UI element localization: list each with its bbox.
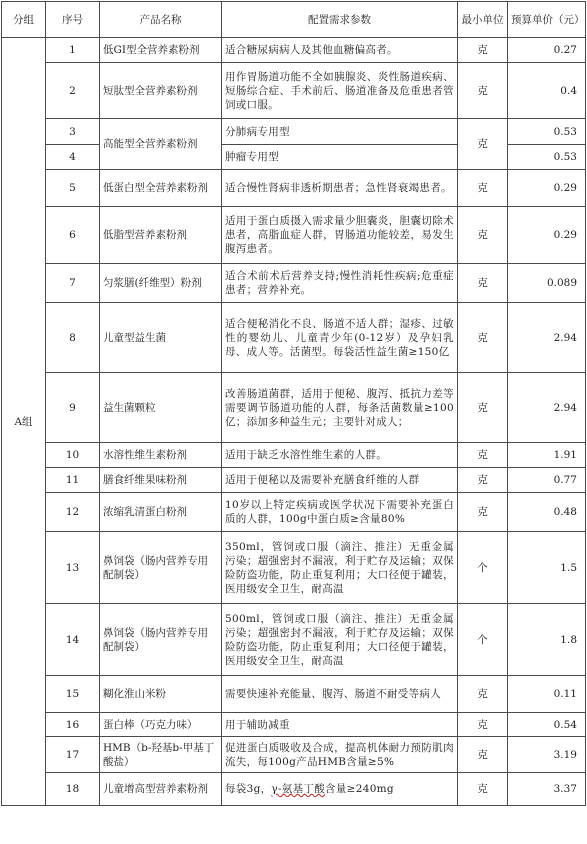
row-unit: 克 — [458, 38, 508, 63]
row-spec: 需要快速补充能量、腹泻、肠道不耐受等病人 — [222, 676, 458, 713]
row-name: 浓缩乳清蛋白粉剂 — [100, 493, 222, 532]
row-spec: 促进蛋白质吸收及合成，提高机体耐力预防肌肉流失，每100g产品HMB含量≥5% — [222, 737, 458, 773]
table-row — [2, 170, 586, 207]
row-unit: 克 — [458, 63, 508, 119]
table-row — [2, 207, 586, 264]
table-row — [2, 676, 586, 713]
header-price: 预算单价（元） — [508, 2, 586, 38]
row-unit: 个 — [458, 604, 508, 676]
row-price: 0.29 — [508, 207, 586, 264]
row-price: 3.19 — [508, 737, 586, 773]
row-unit: 克 — [458, 119, 508, 170]
row-price: 0.48 — [508, 493, 586, 532]
row-name: 低脂型营养素粉剂 — [100, 207, 222, 264]
row-spec: 适合便秘消化不良、肠道不适人群；湿疹、过敏性的婴幼儿、儿童青少年(0-12岁）及孕妇乳母、成人等。活菌型。每袋活性益生菌≥150亿 — [222, 303, 458, 373]
row-no: 1 — [46, 38, 100, 63]
row-spec: 350ml，管饲或口服（滴注、推注）无重金属污染；超强密封不漏液，利于贮存及运输；双保险防盗功能，防止重复利用；大口径便于罐装，医用级安全卫生，耐高温 — [222, 532, 458, 604]
row-name: 儿童增高型营养素粉剂 — [100, 773, 222, 806]
table-row — [2, 264, 586, 303]
table-row — [2, 493, 586, 532]
row-spec: 用作胃肠道功能不全如胰腺炎、炎性肠道疾病、短肠综合症、手术前后、肠道准备及危重患者管饲或口服。 — [222, 63, 458, 119]
row-unit: 个 — [458, 532, 508, 604]
row-no: 17 — [46, 737, 100, 773]
row-price: 1.91 — [508, 443, 586, 468]
row-price: 2.94 — [508, 303, 586, 373]
table-row — [2, 119, 586, 145]
row-no: 3 — [46, 119, 100, 145]
row-price: 0.53 — [508, 119, 586, 145]
row-spec: 适合糖尿病病人及其他血糖偏高者。 — [222, 38, 458, 63]
row-no: 18 — [46, 773, 100, 806]
row-no: 13 — [46, 532, 100, 604]
row-unit: 克 — [458, 443, 508, 468]
row-name: HMB（b-羟基b-甲基丁酸盐） — [100, 737, 222, 773]
row-price: 0.089 — [508, 264, 586, 303]
row-spec: 适合术前术后营养支持;慢性消耗性疾病;危重症患者；营养补充。 — [222, 264, 458, 303]
row-name: 匀浆膳(纤维型）粉剂 — [100, 264, 222, 303]
row-price: 1.8 — [508, 604, 586, 676]
row-price: 0.4 — [508, 63, 586, 119]
spec-text-post: 含量≥240mg — [325, 783, 394, 795]
row-name: 鼻饲袋（肠内营养专用配制袋） — [100, 532, 222, 604]
row-no: 14 — [46, 604, 100, 676]
table-row — [2, 468, 586, 493]
row-unit: 克 — [458, 468, 508, 493]
row-unit: 克 — [458, 493, 508, 532]
row-unit: 克 — [458, 373, 508, 443]
table-row — [2, 443, 586, 468]
row-price: 0.29 — [508, 170, 586, 207]
row-name: 鼻饲袋（肠内营养专用配制袋） — [100, 604, 222, 676]
row-price: 0.27 — [508, 38, 586, 63]
table-row — [2, 604, 586, 676]
spec-text-underlined: γ-氨基丁酸 — [271, 783, 326, 795]
row-name: 膳食纤维果味粉剂 — [100, 468, 222, 493]
row-name: 高能型全营养素粉剂 — [100, 119, 222, 170]
table-row — [2, 373, 586, 443]
header-spec: 配置需求参数 — [222, 2, 458, 38]
row-price: 0.77 — [508, 468, 586, 493]
row-unit: 克 — [458, 773, 508, 806]
row-price: 2.94 — [508, 373, 586, 443]
header-unit: 最小单位 — [458, 2, 508, 38]
row-unit: 克 — [458, 737, 508, 773]
row-name: 儿童型益生菌 — [100, 303, 222, 373]
row-name: 低蛋白型全营养素粉剂 — [100, 170, 222, 207]
header-row — [2, 2, 586, 38]
row-spec: 分肺病专用型 — [222, 119, 458, 145]
table-row — [2, 63, 586, 119]
row-no: 15 — [46, 676, 100, 713]
row-spec: 适合慢性肾病非透析期患者；急性肾衰竭患者。 — [222, 170, 458, 207]
table-row — [2, 38, 586, 63]
header-group: 分组 — [2, 2, 46, 38]
header-no: 序号 — [46, 2, 100, 38]
row-no: 16 — [46, 713, 100, 737]
row-spec: 适用于缺乏水溶性维生素的人群。 — [222, 443, 458, 468]
spec-text-pre: 每袋3g， — [225, 783, 272, 795]
table-row — [2, 773, 586, 806]
row-name: 低GI型全营养素粉剂 — [100, 38, 222, 63]
row-no: 4 — [46, 145, 100, 170]
group-cell: A组 — [2, 38, 46, 806]
row-price: 1.5 — [508, 532, 586, 604]
row-name: 益生菌颗粒 — [100, 373, 222, 443]
product-table — [1, 1, 586, 806]
row-price: 3.37 — [508, 773, 586, 806]
row-no: 12 — [46, 493, 100, 532]
table-row — [2, 713, 586, 737]
row-spec: 10岁以上特定疾病或医学状况下需要补充蛋白质的人群，100g中蛋白质≥含量80% — [222, 493, 458, 532]
table-row — [2, 532, 586, 604]
row-unit: 克 — [458, 170, 508, 207]
header-name: 产品名称 — [100, 2, 222, 38]
row-unit: 克 — [458, 303, 508, 373]
row-name: 糊化淮山米粉 — [100, 676, 222, 713]
row-spec: 改善肠道菌群，适用于便秘、腹泻、抵抗力差等需要调节肠道功能的人群，每条活菌数量≥100亿；添加多种益生元；主要针对成人； — [222, 373, 458, 443]
table-row — [2, 737, 586, 773]
row-no: 8 — [46, 303, 100, 373]
row-name: 短肽型全营养素粉剂 — [100, 63, 222, 119]
row-spec: 适用于蛋白质摄入需求量少胆囊炎，胆囊切除术患者，高脂血症人群，胃肠道功能较差，易发生腹泻患者。 — [222, 207, 458, 264]
row-price: 0.54 — [508, 713, 586, 737]
row-no: 6 — [46, 207, 100, 264]
row-spec: 适用于便秘以及需要补充膳食纤维的人群 — [222, 468, 458, 493]
row-unit: 克 — [458, 264, 508, 303]
row-no: 10 — [46, 443, 100, 468]
row-unit: 克 — [458, 713, 508, 737]
row-unit: 克 — [458, 207, 508, 264]
row-spec: 用于辅助减重 — [222, 713, 458, 737]
row-no: 7 — [46, 264, 100, 303]
row-name: 蛋白棒（巧克力味） — [100, 713, 222, 737]
row-price: 0.11 — [508, 676, 586, 713]
row-spec: 500ml，管饲或口服（滴注、推注）无重金属污染；超强密封不漏液，利于贮存及运输；双保险防盗功能，防止重复利用；大口径便于罐装，医用级安全卫生，耐高温 — [222, 604, 458, 676]
row-spec — [222, 773, 458, 806]
row-price: 0.53 — [508, 145, 586, 170]
row-spec: 肿瘤专用型 — [222, 145, 458, 170]
row-name: 水溶性维生素粉剂 — [100, 443, 222, 468]
row-unit: 克 — [458, 676, 508, 713]
row-no: 2 — [46, 63, 100, 119]
row-no: 5 — [46, 170, 100, 207]
row-no: 9 — [46, 373, 100, 443]
table-row — [2, 303, 586, 373]
row-no: 11 — [46, 468, 100, 493]
